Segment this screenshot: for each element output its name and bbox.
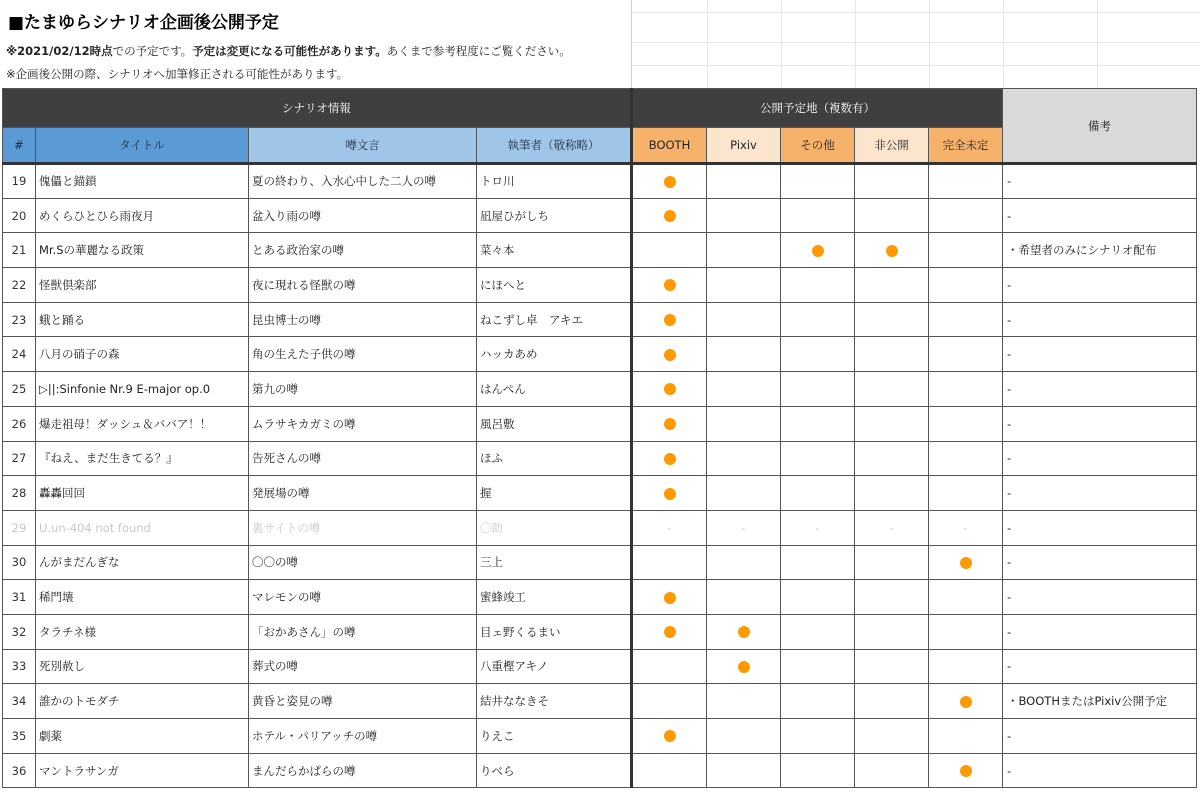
cell-private[interactable] bbox=[855, 545, 929, 580]
cell-booth[interactable] bbox=[632, 580, 707, 615]
table-row[interactable] bbox=[3, 164, 1197, 199]
cell-undecided[interactable] bbox=[929, 302, 1003, 337]
cell-booth[interactable] bbox=[632, 302, 707, 337]
cell-other[interactable] bbox=[781, 476, 855, 511]
cell-other[interactable] bbox=[781, 164, 855, 199]
publish-dot-icon bbox=[738, 626, 750, 638]
cell-undecided[interactable] bbox=[929, 684, 1003, 719]
cell-private[interactable] bbox=[855, 684, 929, 719]
cell-booth[interactable] bbox=[632, 337, 707, 372]
dash-mark: - bbox=[741, 520, 746, 535]
cell-remark[interactable]: - bbox=[1003, 719, 1197, 754]
cell-private[interactable] bbox=[855, 441, 929, 476]
cell-rumor[interactable]: 告死さんの噂 bbox=[249, 441, 477, 476]
cell-title[interactable]: 傀儡と錨鎖 bbox=[36, 164, 249, 199]
row-number[interactable]: 31 bbox=[3, 580, 36, 615]
table-row[interactable] bbox=[3, 372, 1197, 407]
row-number[interactable]: 25 bbox=[3, 372, 36, 407]
cell-rumor[interactable]: 盆入り雨の噂 bbox=[249, 198, 477, 233]
cell-undecided[interactable] bbox=[929, 164, 1003, 199]
cell-title[interactable]: 死別赦し bbox=[36, 649, 249, 684]
cell-author[interactable]: りえこ bbox=[477, 719, 632, 754]
publish-dot-icon bbox=[960, 765, 972, 777]
row-number[interactable]: 26 bbox=[3, 406, 36, 441]
cell-booth[interactable] bbox=[632, 614, 707, 649]
cell-pixiv[interactable] bbox=[707, 753, 781, 788]
publish-dot-icon bbox=[664, 626, 676, 638]
cell-other[interactable] bbox=[781, 753, 855, 788]
cell-pixiv[interactable] bbox=[707, 545, 781, 580]
table-row[interactable] bbox=[3, 753, 1197, 788]
cell-private[interactable] bbox=[855, 510, 929, 545]
cell-pixiv[interactable] bbox=[707, 302, 781, 337]
cell-booth[interactable] bbox=[632, 684, 707, 719]
cell-booth[interactable] bbox=[632, 268, 707, 303]
cell-rumor[interactable]: 発展場の噂 bbox=[249, 476, 477, 511]
sheet-top-area bbox=[0, 0, 1200, 88]
cell-title[interactable]: ▷||:Sinfonie Nr.9 E-major op.0 bbox=[36, 372, 249, 407]
col-header-undecided: 完全未定 bbox=[929, 128, 1003, 164]
row-number[interactable]: 24 bbox=[3, 337, 36, 372]
cell-author[interactable]: 結井ななきそ bbox=[477, 684, 632, 719]
cell-remark[interactable]: - bbox=[1003, 268, 1197, 303]
note-text-b: あくまで参考程度にご覧ください。 bbox=[386, 44, 571, 58]
cell-author[interactable]: 凪屋ひがしち bbox=[477, 198, 632, 233]
row-number[interactable]: 32 bbox=[3, 614, 36, 649]
publish-dot-icon bbox=[664, 453, 676, 465]
row-number[interactable]: 34 bbox=[3, 684, 36, 719]
cell-pixiv[interactable] bbox=[707, 510, 781, 545]
cell-undecided[interactable] bbox=[929, 406, 1003, 441]
table-row[interactable] bbox=[3, 476, 1197, 511]
cell-pixiv[interactable] bbox=[707, 164, 781, 199]
cell-author[interactable]: 風呂敷 bbox=[477, 406, 632, 441]
col-header-rumor: 噂文言 bbox=[249, 128, 477, 164]
cell-author[interactable]: 〇助 bbox=[477, 510, 632, 545]
cell-rumor[interactable]: ムラサキカガミの噂 bbox=[249, 406, 477, 441]
publish-dot-icon bbox=[960, 696, 972, 708]
grid-line bbox=[1003, 0, 1004, 88]
group-header-publish: 公開予定地（複数有） bbox=[632, 89, 1003, 128]
cell-title[interactable]: 劇薬 bbox=[36, 719, 249, 754]
cell-author[interactable]: 目ェ野くるまい bbox=[477, 614, 632, 649]
cell-author[interactable]: りべら bbox=[477, 753, 632, 788]
cell-title[interactable]: めくらひとひら雨夜月 bbox=[36, 198, 249, 233]
cell-booth[interactable] bbox=[632, 476, 707, 511]
cell-undecided[interactable] bbox=[929, 476, 1003, 511]
cell-booth[interactable] bbox=[632, 545, 707, 580]
cell-rumor[interactable]: 裏サイトの噂 bbox=[249, 510, 477, 545]
cell-other[interactable] bbox=[781, 198, 855, 233]
grid-line bbox=[632, 65, 1200, 66]
note-date: ※2021/02/12時点 bbox=[6, 44, 113, 58]
table-row[interactable] bbox=[3, 614, 1197, 649]
cell-booth[interactable] bbox=[632, 753, 707, 788]
cell-pixiv[interactable] bbox=[707, 268, 781, 303]
cell-private[interactable] bbox=[855, 406, 929, 441]
col-header-booth: BOOTH bbox=[632, 128, 707, 164]
cell-private[interactable] bbox=[855, 614, 929, 649]
publish-dot-icon bbox=[664, 383, 676, 395]
row-number[interactable]: 36 bbox=[3, 753, 36, 788]
cell-author[interactable]: ハッカあめ bbox=[477, 337, 632, 372]
row-number[interactable]: 23 bbox=[3, 302, 36, 337]
cell-undecided[interactable] bbox=[929, 545, 1003, 580]
cell-author[interactable]: ほふ bbox=[477, 441, 632, 476]
cell-private[interactable] bbox=[855, 268, 929, 303]
grid-line bbox=[929, 0, 930, 88]
dash-mark: - bbox=[889, 520, 894, 535]
cell-pixiv[interactable] bbox=[707, 649, 781, 684]
cell-pixiv[interactable] bbox=[707, 198, 781, 233]
cell-remark[interactable]: - bbox=[1003, 649, 1197, 684]
publish-dot-icon bbox=[960, 557, 972, 569]
dash-mark: - bbox=[963, 520, 968, 535]
cell-other[interactable] bbox=[781, 510, 855, 545]
cell-booth[interactable] bbox=[632, 372, 707, 407]
page-title: ■たまゆらシナリオ企画後公開予定 bbox=[8, 13, 279, 33]
cell-booth[interactable] bbox=[632, 233, 707, 268]
cell-rumor[interactable]: 〇〇の噂 bbox=[249, 545, 477, 580]
cell-private[interactable] bbox=[855, 476, 929, 511]
cell-booth[interactable] bbox=[632, 649, 707, 684]
grid-line bbox=[707, 0, 708, 88]
cell-other[interactable] bbox=[781, 406, 855, 441]
cell-undecided[interactable] bbox=[929, 337, 1003, 372]
col-header-other: その他 bbox=[781, 128, 855, 164]
cell-private[interactable] bbox=[855, 372, 929, 407]
cell-private[interactable] bbox=[855, 753, 929, 788]
cell-remark[interactable]: - bbox=[1003, 302, 1197, 337]
cell-undecided[interactable] bbox=[929, 510, 1003, 545]
cell-remark[interactable]: - bbox=[1003, 441, 1197, 476]
col-header-pixiv: Pixiv bbox=[707, 128, 781, 164]
cell-pixiv[interactable] bbox=[707, 476, 781, 511]
cell-undecided[interactable] bbox=[929, 268, 1003, 303]
row-number[interactable]: 29 bbox=[3, 510, 36, 545]
cell-pixiv[interactable] bbox=[707, 337, 781, 372]
cell-pixiv[interactable] bbox=[707, 406, 781, 441]
publish-dot-icon bbox=[664, 418, 676, 430]
publish-dot-icon bbox=[664, 730, 676, 742]
cell-booth[interactable] bbox=[632, 441, 707, 476]
col-header-author: 執筆者（敬称略） bbox=[477, 128, 632, 164]
cell-remark[interactable]: - bbox=[1003, 198, 1197, 233]
cell-rumor[interactable]: 角の生えた子供の噂 bbox=[249, 337, 477, 372]
publish-dot-icon bbox=[738, 661, 750, 673]
cell-rumor[interactable]: 「おかあさん」の噂 bbox=[249, 614, 477, 649]
cell-remark[interactable]: - bbox=[1003, 372, 1197, 407]
cell-pixiv[interactable] bbox=[707, 684, 781, 719]
table-row[interactable] bbox=[3, 198, 1197, 233]
cell-undecided[interactable] bbox=[929, 372, 1003, 407]
table-row[interactable] bbox=[3, 302, 1197, 337]
cell-pixiv[interactable] bbox=[707, 233, 781, 268]
publish-dot-icon bbox=[664, 349, 676, 361]
cell-rumor[interactable]: マレモンの噂 bbox=[249, 580, 477, 615]
table-row[interactable] bbox=[3, 580, 1197, 615]
cell-title[interactable]: マントラサンガ bbox=[36, 753, 249, 788]
cell-remark[interactable]: ・BOOTHまたはPixiv公開予定 bbox=[1003, 684, 1197, 719]
cell-booth[interactable] bbox=[632, 510, 707, 545]
cell-other[interactable] bbox=[781, 684, 855, 719]
cell-author[interactable]: にほへと bbox=[477, 268, 632, 303]
cell-title[interactable]: Mr.Sの華麗なる政策 bbox=[36, 233, 249, 268]
cell-author[interactable]: 八重樫アキノ bbox=[477, 649, 632, 684]
cell-private[interactable] bbox=[855, 164, 929, 199]
publish-dot-icon bbox=[664, 488, 676, 500]
cell-pixiv[interactable] bbox=[707, 441, 781, 476]
cell-booth[interactable] bbox=[632, 406, 707, 441]
cell-rumor[interactable]: とある政治家の噂 bbox=[249, 233, 477, 268]
publish-dot-icon bbox=[664, 314, 676, 326]
publish-dot-icon bbox=[664, 176, 676, 188]
publish-dot-icon bbox=[886, 245, 898, 257]
cell-booth[interactable] bbox=[632, 719, 707, 754]
cell-author[interactable]: 蜜蜂竣工 bbox=[477, 580, 632, 615]
cell-author[interactable]: トロ川 bbox=[477, 164, 632, 199]
cell-other[interactable] bbox=[781, 233, 855, 268]
cell-remark[interactable]: - bbox=[1003, 753, 1197, 788]
cell-rumor[interactable]: 昆虫博士の噂 bbox=[249, 302, 477, 337]
cell-author[interactable]: 三上 bbox=[477, 545, 632, 580]
cell-other[interactable] bbox=[781, 441, 855, 476]
cell-remark[interactable]: - bbox=[1003, 164, 1197, 199]
cell-remark[interactable]: - bbox=[1003, 580, 1197, 615]
cell-rumor[interactable]: 第九の噂 bbox=[249, 372, 477, 407]
cell-rumor[interactable]: 夜に現れる怪獣の噂 bbox=[249, 268, 477, 303]
cell-remark[interactable]: - bbox=[1003, 476, 1197, 511]
dash-mark: - bbox=[815, 520, 820, 535]
cell-private[interactable] bbox=[855, 198, 929, 233]
cell-remark[interactable]: - bbox=[1003, 510, 1197, 545]
header-group-row bbox=[3, 89, 1197, 128]
table-row[interactable] bbox=[3, 337, 1197, 372]
schedule-table bbox=[2, 88, 1197, 788]
cell-private[interactable] bbox=[855, 302, 929, 337]
note-warning: 予定は変更になる可能性があります。 bbox=[192, 44, 387, 58]
cell-other[interactable] bbox=[781, 719, 855, 754]
publish-dot-icon bbox=[664, 592, 676, 604]
cell-pixiv[interactable] bbox=[707, 719, 781, 754]
cell-title[interactable]: 八月の硝子の森 bbox=[36, 337, 249, 372]
col-header-title: タイトル bbox=[36, 128, 249, 164]
cell-remark[interactable]: - bbox=[1003, 406, 1197, 441]
table-row[interactable] bbox=[3, 649, 1197, 684]
table-row[interactable] bbox=[3, 684, 1197, 719]
grid-line bbox=[855, 0, 856, 88]
row-number[interactable]: 27 bbox=[3, 441, 36, 476]
cell-other[interactable] bbox=[781, 337, 855, 372]
cell-remark[interactable]: - bbox=[1003, 614, 1197, 649]
grid-line bbox=[781, 0, 782, 88]
cell-remark[interactable]: ・希望者のみにシナリオ配布 bbox=[1003, 233, 1197, 268]
cell-rumor[interactable]: まんだらかぱらの噂 bbox=[249, 753, 477, 788]
cell-title[interactable]: 稀門壊 bbox=[36, 580, 249, 615]
cell-undecided[interactable] bbox=[929, 233, 1003, 268]
cell-other[interactable] bbox=[781, 649, 855, 684]
cell-private[interactable] bbox=[855, 649, 929, 684]
table-row[interactable] bbox=[3, 719, 1197, 754]
grid-line bbox=[632, 12, 1200, 13]
cell-author[interactable]: ねこずし卓 アキエ bbox=[477, 302, 632, 337]
cell-other[interactable] bbox=[781, 580, 855, 615]
table-body bbox=[3, 164, 1197, 788]
cell-pixiv[interactable] bbox=[707, 372, 781, 407]
cell-remark[interactable]: - bbox=[1003, 337, 1197, 372]
note-line-2: ※企画後公開の際、シナリオへ加筆修正される可能性があります。 bbox=[6, 67, 349, 81]
cell-undecided[interactable] bbox=[929, 719, 1003, 754]
cell-other[interactable] bbox=[781, 545, 855, 580]
grid-line bbox=[632, 42, 1200, 43]
cell-private[interactable] bbox=[855, 337, 929, 372]
row-number[interactable]: 30 bbox=[3, 545, 36, 580]
cell-rumor[interactable]: 夏の終わり、入水心中した二人の噂 bbox=[249, 164, 477, 199]
cell-title[interactable]: 爆走祖母！ダッシュ＆ババア！！ bbox=[36, 406, 249, 441]
cell-title[interactable]: U.un-404 not found bbox=[36, 510, 249, 545]
cell-undecided[interactable] bbox=[929, 649, 1003, 684]
cell-undecided[interactable] bbox=[929, 441, 1003, 476]
cell-title[interactable]: 怪獣倶楽部 bbox=[36, 268, 249, 303]
cell-title[interactable]: 轟轟回回 bbox=[36, 476, 249, 511]
note-line-1 bbox=[6, 43, 571, 59]
cell-private[interactable] bbox=[855, 719, 929, 754]
cell-title[interactable]: 蛾と踊る bbox=[36, 302, 249, 337]
cell-author[interactable]: 菜々本 bbox=[477, 233, 632, 268]
cell-rumor[interactable]: ホテル・パリアッチの噂 bbox=[249, 719, 477, 754]
group-header-info: シナリオ情報 bbox=[3, 89, 632, 128]
row-number[interactable]: 33 bbox=[3, 649, 36, 684]
cell-undecided[interactable] bbox=[929, 198, 1003, 233]
table-row[interactable] bbox=[3, 545, 1197, 580]
note-text-a: での予定です。 bbox=[112, 44, 193, 58]
row-number[interactable]: 19 bbox=[3, 164, 36, 199]
cell-rumor[interactable]: 葬式の噂 bbox=[249, 649, 477, 684]
table-row[interactable] bbox=[3, 233, 1197, 268]
cell-remark[interactable]: - bbox=[1003, 545, 1197, 580]
publish-dot-icon bbox=[664, 279, 676, 291]
cell-other[interactable] bbox=[781, 614, 855, 649]
cell-title[interactable]: んがまだんぎな bbox=[36, 545, 249, 580]
cell-other[interactable] bbox=[781, 268, 855, 303]
table-row[interactable] bbox=[3, 510, 1197, 545]
cell-booth[interactable] bbox=[632, 164, 707, 199]
grid-line bbox=[1097, 0, 1098, 88]
row-number[interactable]: 28 bbox=[3, 476, 36, 511]
publish-dot-icon bbox=[664, 210, 676, 222]
row-number[interactable]: 22 bbox=[3, 268, 36, 303]
table-row[interactable] bbox=[3, 406, 1197, 441]
cell-booth[interactable] bbox=[632, 198, 707, 233]
col-header-num: # bbox=[3, 128, 36, 164]
row-number[interactable]: 20 bbox=[3, 198, 36, 233]
table-row[interactable] bbox=[3, 268, 1197, 303]
cell-title[interactable]: 『ねえ、まだ生きてる？』 bbox=[36, 441, 249, 476]
cell-pixiv[interactable] bbox=[707, 580, 781, 615]
cell-undecided[interactable] bbox=[929, 580, 1003, 615]
cell-author[interactable]: はんぺん bbox=[477, 372, 632, 407]
cell-title[interactable]: タラチネ様 bbox=[36, 614, 249, 649]
remarks-header: 備考 bbox=[1003, 89, 1197, 164]
row-number[interactable]: 35 bbox=[3, 719, 36, 754]
cell-undecided[interactable] bbox=[929, 614, 1003, 649]
cell-private[interactable] bbox=[855, 580, 929, 615]
row-number[interactable]: 21 bbox=[3, 233, 36, 268]
cell-title[interactable]: 誰かのトモダチ bbox=[36, 684, 249, 719]
dash-mark: - bbox=[667, 520, 672, 535]
publish-dot-icon bbox=[812, 245, 824, 257]
cell-other[interactable] bbox=[781, 302, 855, 337]
cell-pixiv[interactable] bbox=[707, 614, 781, 649]
cell-rumor[interactable]: 黄昏と姿見の噂 bbox=[249, 684, 477, 719]
cell-other[interactable] bbox=[781, 372, 855, 407]
cell-undecided[interactable] bbox=[929, 753, 1003, 788]
column-divider bbox=[631, 0, 632, 88]
cell-author[interactable]: 握 bbox=[477, 476, 632, 511]
cell-private[interactable] bbox=[855, 233, 929, 268]
col-header-private: 非公開 bbox=[855, 128, 929, 164]
table-row[interactable] bbox=[3, 441, 1197, 476]
